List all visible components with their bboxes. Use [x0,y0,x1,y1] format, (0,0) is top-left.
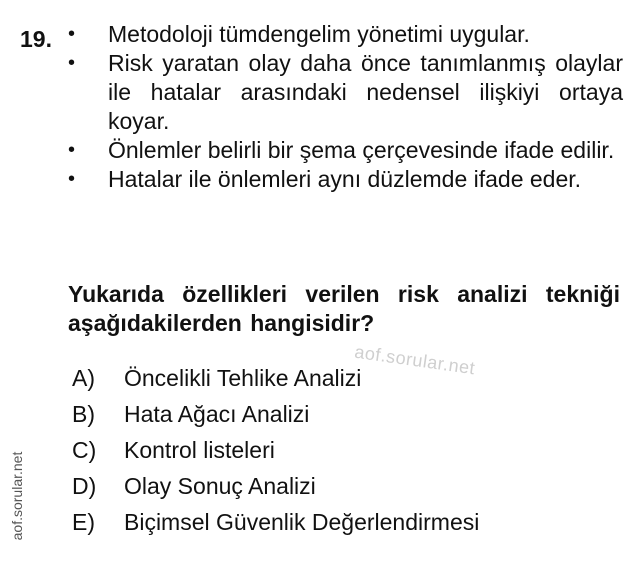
center-watermark: aof.sorular.net [353,341,477,379]
bullet-text: Risk yaratan olay daha önce tanımlanmış olaylar ile hatalar arasındaki nedensel ilişkiyi ortaya koyar. [108,50,623,134]
option-text: Olay Sonuç Analizi [124,473,316,499]
bullet-text: Önlemler belirli bir şema çerçevesinde ifade edilir. [108,137,615,163]
bullet-item [68,136,623,165]
option-text: Biçimsel Güvenlik Değerlendirmesi [124,509,480,535]
bullet-text: Metodoloji tümdengelim yönetimi uygular. [108,21,530,47]
option-letter: B) [72,401,95,427]
question-number: 19. [20,26,52,52]
option-letter: A) [72,365,95,391]
option-d[interactable] [72,468,479,504]
option-text: Öncelikli Tehlike Analizi [124,365,362,391]
option-letter: C) [72,437,97,463]
bullet-item [68,20,623,49]
answer-options [72,360,479,540]
bullet-icon: • [68,52,76,74]
bullet-item [68,49,623,136]
bullet-icon: • [68,139,76,161]
option-b[interactable] [72,396,479,432]
bullet-icon: • [68,23,76,45]
side-watermark: aof.sorular.net [9,451,25,541]
bullet-icon: • [68,168,76,190]
option-letter: E) [72,509,95,535]
bullet-item [68,165,623,194]
option-text: Hata Ağacı Analizi [124,401,310,427]
option-e[interactable] [72,504,479,540]
option-letter: D) [72,473,97,499]
option-a[interactable] [72,360,479,396]
bullet-text: Hatalar ile önlemleri aynı düzlemde ifade eder. [108,166,582,192]
option-c[interactable] [72,432,479,468]
option-text: Kontrol listeleri [124,437,275,463]
question-stem: Yukarıda özellikleri verilen risk analizi tekniği aşağıdakilerden hangisidir? [68,281,620,336]
bullet-list [68,20,623,194]
